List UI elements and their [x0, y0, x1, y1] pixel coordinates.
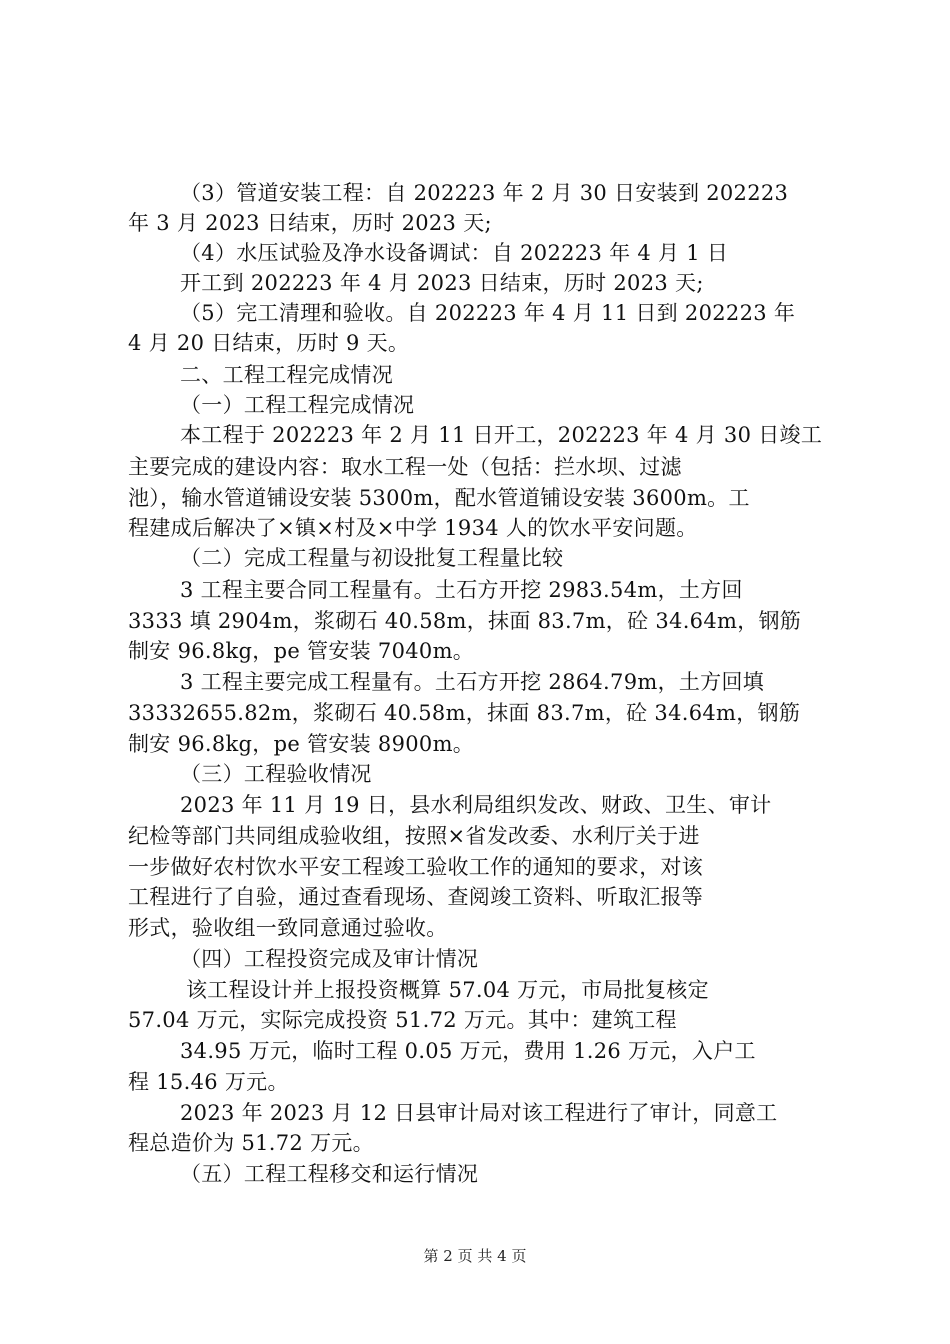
- text-line: 制安 96.8kg，pe 管安装 7040m。: [128, 639, 475, 663]
- text-line: 制安 96.8kg，pe 管安装 8900m。: [128, 732, 475, 756]
- text-line: 2023 年 11 月 19 日，县水利局组织发改、财政、卫生、审计: [180, 793, 772, 817]
- text-line: （5）完工清理和验收。自 202223 年 4 月 11 日到 202223 年: [180, 301, 796, 325]
- text-line: 3333 填 2904m，浆砌石 40.58m，抹面 83.7m，砼 34.64m，钢筋: [128, 609, 802, 633]
- text-line: 57.04 万元，实际完成投资 51.72 万元。其中：建筑工程: [128, 1008, 677, 1032]
- text-line: 程 15.46 万元。: [128, 1070, 289, 1094]
- text-line: 主要完成的建设内容：取水工程一处（包括：拦水坝、过滤: [128, 455, 682, 479]
- text-line: 33332655.82m，浆砌石 40.58m，抹面 83.7m，砼 34.64m，钢筋: [128, 701, 801, 725]
- page-footer: 第 2 页 共 4 页: [423, 1247, 527, 1265]
- subsection-heading: （三）工程验收情况: [180, 762, 372, 786]
- subsection-heading: （五）工程工程移交和运行情况: [180, 1162, 479, 1186]
- text-line: 该工程设计并上报投资概算 57.04 万元，市局批复核定: [186, 978, 709, 1002]
- text-line: 年 3 月 2023 日结束，历时 2023 天;: [128, 211, 492, 235]
- text-line: 程建成后解决了×镇×村及×中学 1934 人的饮水平安问题。: [128, 516, 698, 540]
- subsection-heading: （一）工程工程完成情况: [180, 393, 415, 417]
- text-line: 3 工程主要完成工程量有。土石方开挖 2864.79m，土方回填: [180, 670, 765, 694]
- text-line: 34.95 万元，临时工程 0.05 万元，费用 1.26 万元，入户工: [180, 1039, 756, 1063]
- subsection-heading: （二）完成工程量与初设批复工程量比较: [180, 546, 564, 570]
- section-heading: 二、工程工程完成情况: [180, 363, 393, 387]
- text-line: 纪检等部门共同组成验收组，按照×省发改委、水利厅关于进: [128, 824, 700, 848]
- text-line: 2023 年 2023 月 12 日县审计局对该工程进行了审计，同意工: [180, 1101, 778, 1125]
- text-line: 开工到 202223 年 4 月 2023 日结束，历时 2023 天;: [180, 271, 704, 295]
- text-line: 池），输水管道铺设安装 5300m，配水管道铺设安装 3600m。工: [128, 486, 750, 510]
- subsection-heading: （四）工程投资完成及审计情况: [180, 947, 479, 971]
- text-line: （3）管道安装工程：自 202223 年 2 月 30 日安装到 202223: [180, 181, 789, 205]
- text-line: 程总造价为 51.72 万元。: [128, 1131, 374, 1155]
- text-line: （4）水压试验及净水设备调试：自 202223 年 4 月 1 日: [180, 241, 729, 265]
- text-line: 一步做好农村饮水平安工程竣工验收工作的通知的要求，对该: [128, 855, 704, 879]
- text-line: 工程进行了自验，通过查看现场、查阅竣工资料、听取汇报等: [128, 885, 704, 909]
- text-line: 本工程于 202223 年 2 月 11 日开工，202223 年 4 月 30 日竣工: [180, 423, 823, 447]
- text-line: 4 月 20 日结束，历时 9 天。: [128, 331, 410, 355]
- text-line: 形式，验收组一致同意通过验收。: [128, 916, 448, 940]
- text-line: 3 工程主要合同工程量有。土石方开挖 2983.54m，土方回: [180, 578, 743, 602]
